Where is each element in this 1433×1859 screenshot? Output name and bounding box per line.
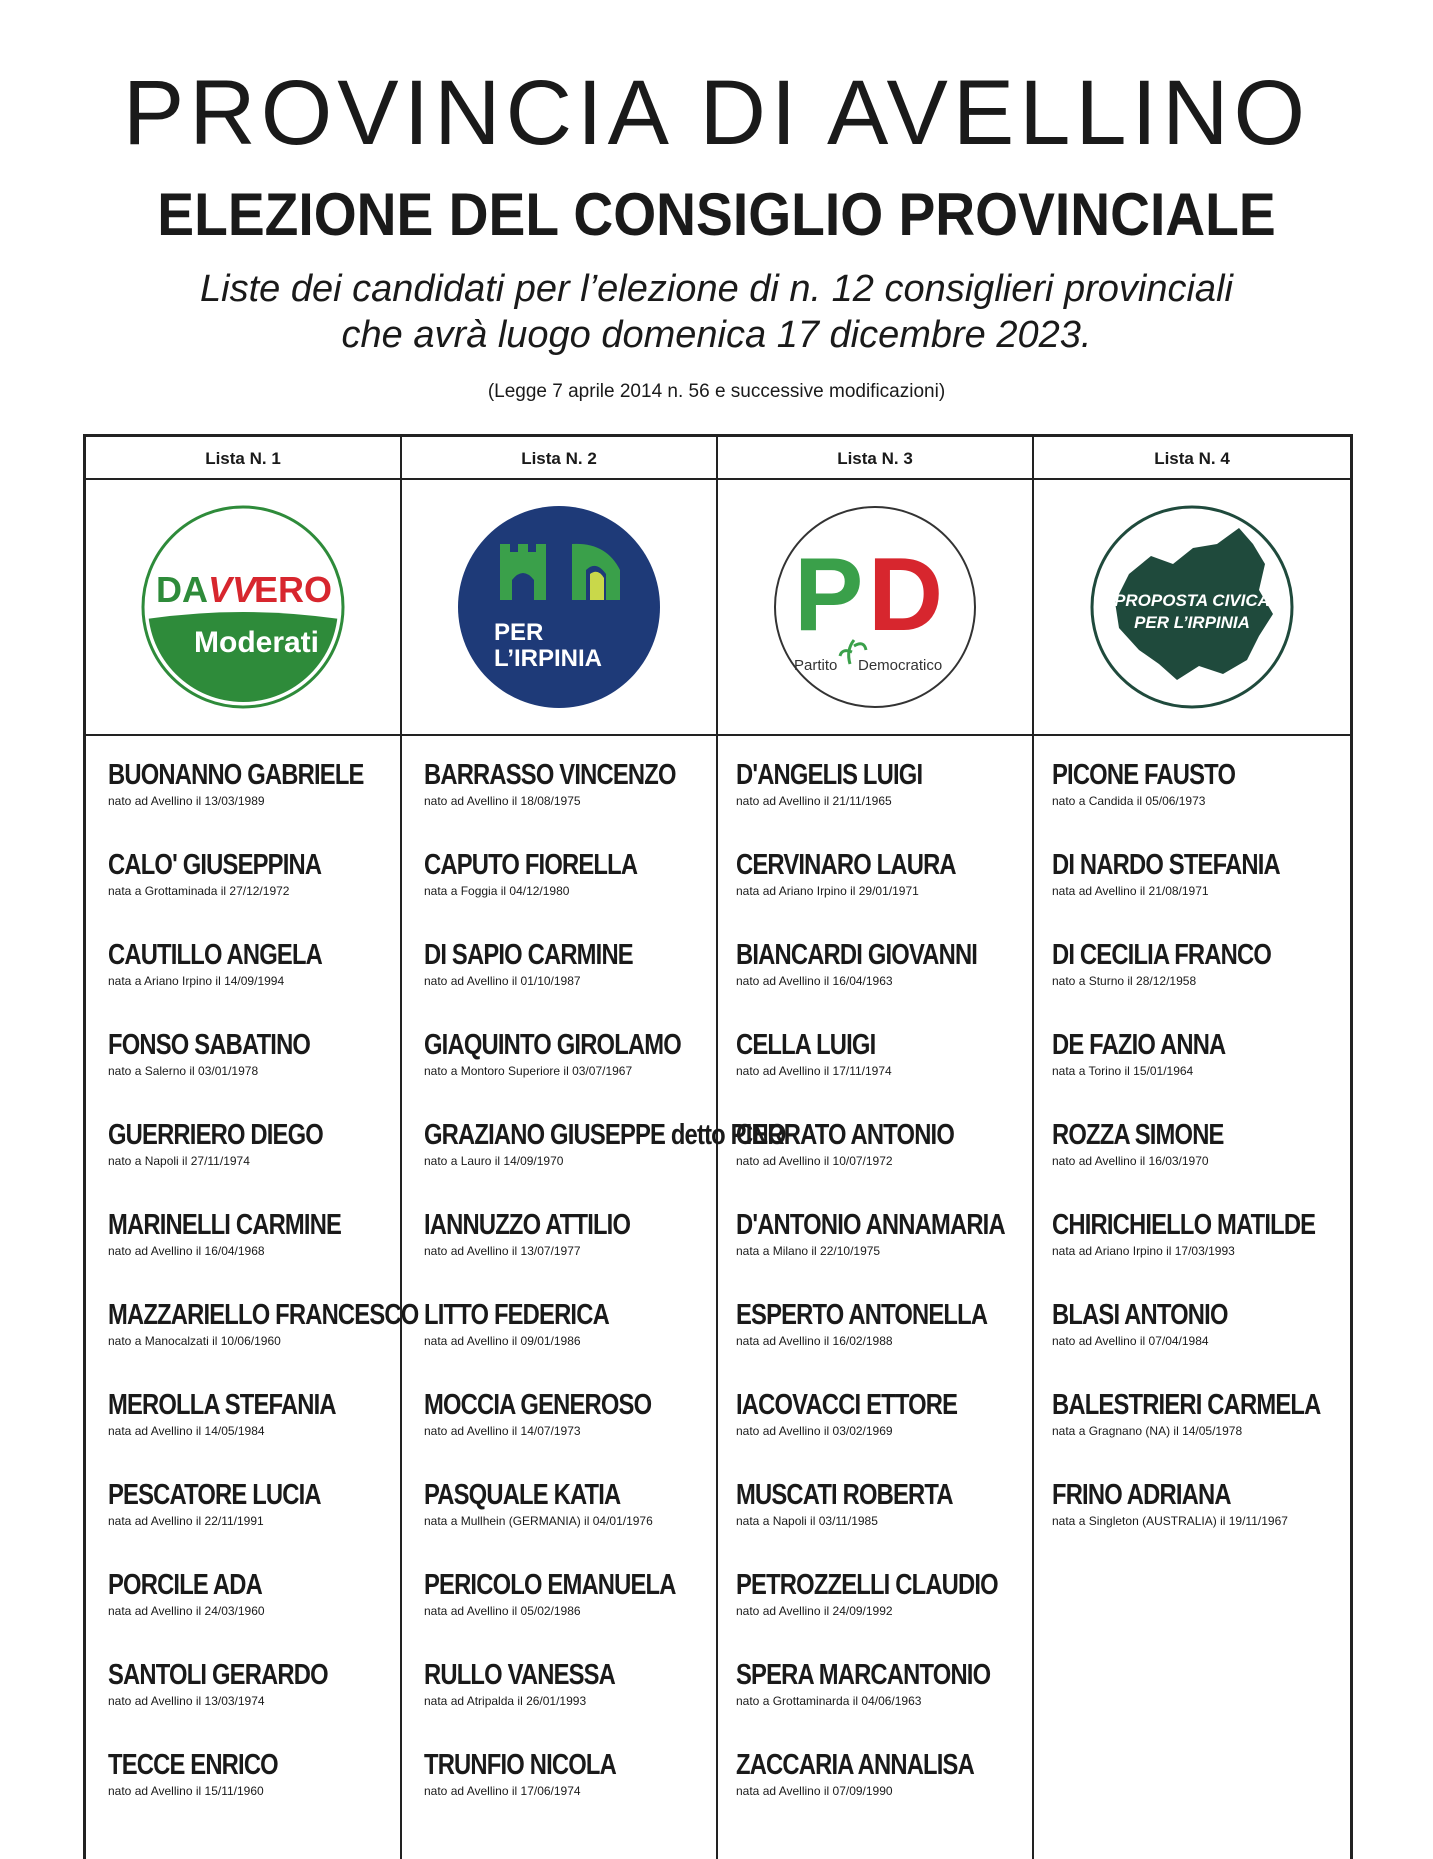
- candidate-name: PESCATORE LUCIA: [108, 1479, 321, 1511]
- candidate-birth: nato a Sturno il 28/12/1958: [1052, 974, 1197, 988]
- law-reference: (Legge 7 aprile 2014 n. 56 e successive modificazioni): [487, 381, 946, 402]
- candidate-entry: [1034, 846, 1350, 936]
- list-column-1: [86, 437, 419, 1859]
- candidate-entry: [402, 1476, 716, 1566]
- candidate-entry: [86, 1566, 400, 1656]
- candidate-birth: nato ad Avellino il 21/11/1965: [736, 794, 892, 808]
- candidate-birth: nato ad Avellino il 13/03/1974: [108, 1694, 265, 1708]
- candidate-entry: [86, 936, 400, 1026]
- candidate-birth: nata a Napoli il 03/11/1985: [736, 1514, 878, 1528]
- candidate-entry: [1034, 1386, 1350, 1476]
- candidate-entry: [718, 1026, 1032, 1116]
- svg-text:D: D: [868, 537, 944, 653]
- candidate-birth: nato a Salerno il 03/01/1978: [108, 1064, 259, 1078]
- logo-cell: [402, 480, 716, 736]
- candidate-lists-table: [83, 434, 1353, 1859]
- candidate-entry: [402, 1296, 716, 1386]
- candidate-entry: [86, 846, 400, 936]
- candidate-entry: [1034, 1296, 1350, 1386]
- list-column-2: [402, 437, 786, 1859]
- candidate-name: FRINO ADRIANA: [1052, 1479, 1231, 1511]
- candidate-name: PORCILE ADA: [108, 1569, 262, 1601]
- candidate-birth: nata ad Avellino il 16/02/1988: [736, 1334, 893, 1348]
- candidate-birth: nato a Lauro il 14/09/1970: [424, 1154, 564, 1168]
- candidate-birth: nata ad Ariano Irpino il 29/01/1971: [736, 884, 919, 898]
- candidate-entry: [86, 1116, 400, 1206]
- candidate-name: PERICOLO EMANUELA: [424, 1569, 676, 1601]
- candidate-birth: nato ad Avellino il 17/06/1974: [424, 1784, 581, 1798]
- svg-text:PER: PER: [494, 619, 544, 646]
- candidate-list: [402, 736, 786, 1836]
- candidate-birth: nato ad Avellino il 24/09/1992: [736, 1604, 893, 1618]
- svg-text:Democratico: Democratico: [858, 657, 943, 674]
- candidate-entry: [402, 1206, 716, 1296]
- candidate-birth: nata ad Avellino il 21/08/1971: [1052, 884, 1209, 898]
- svg-text:ERO: ERO: [254, 569, 333, 610]
- candidate-name: CELLA LUIGI: [736, 1029, 876, 1061]
- svg-text:Moderati: Moderati: [194, 626, 320, 659]
- logo-cell: [1034, 480, 1350, 736]
- candidate-birth: nata a Grottaminada il 27/12/1972: [108, 884, 290, 898]
- candidate-entry: [86, 1476, 400, 1566]
- candidate-name: CAUTILLO ANGELA: [108, 939, 323, 971]
- candidate-name: MUSCATI ROBERTA: [736, 1479, 953, 1511]
- candidate-entry: [402, 1566, 716, 1656]
- candidate-name: TRUNFIO NICOLA: [424, 1749, 616, 1781]
- candidate-entry: [1034, 1026, 1350, 1116]
- candidate-birth: nato a Grottaminarda il 04/06/1963: [736, 1694, 922, 1708]
- candidate-entry: [402, 1116, 786, 1206]
- svg-text:PER L’IRPINIA: PER L’IRPINIA: [1134, 613, 1250, 632]
- candidate-name: ESPERTO ANTONELLA: [736, 1299, 988, 1331]
- candidate-entry: [86, 1296, 419, 1386]
- per-lirpinia-logo: [456, 504, 662, 710]
- candidate-birth: nato ad Avellino il 18/08/1975: [424, 794, 581, 808]
- candidate-birth: nato ad Avellino il 14/07/1973: [424, 1424, 581, 1438]
- candidate-entry: [718, 1656, 1032, 1746]
- candidate-birth: nata ad Avellino il 14/05/1984: [108, 1424, 265, 1438]
- candidate-entry: [402, 1026, 716, 1116]
- candidate-birth: nato ad Avellino il 01/10/1987: [424, 974, 581, 988]
- candidate-birth: nata ad Avellino il 24/03/1960: [108, 1604, 265, 1618]
- candidate-birth: nata a Foggia il 04/12/1980: [424, 884, 570, 898]
- candidate-birth: nato ad Avellino il 13/03/1989: [108, 794, 265, 808]
- candidate-birth: nata ad Avellino il 22/11/1991: [108, 1514, 264, 1528]
- candidate-entry: [718, 1296, 1032, 1386]
- candidate-name: MAZZARIELLO FRANCESCO: [108, 1299, 419, 1331]
- candidate-name: CHIRICHIELLO MATILDE: [1052, 1209, 1316, 1241]
- candidate-birth: nata ad Avellino il 05/02/1986: [424, 1604, 581, 1618]
- candidate-birth: nata a Milano il 22/10/1975: [736, 1244, 881, 1258]
- candidate-name: ZACCARIA ANNALISA: [736, 1749, 974, 1781]
- candidate-birth: nata a Ariano Irpino il 14/09/1994: [108, 974, 285, 988]
- candidate-name: TECCE ENRICO: [108, 1749, 278, 1781]
- description-line-2: che avrà luogo domenica 17 dicembre 2023.: [341, 314, 1092, 356]
- logo-cell: [86, 480, 400, 736]
- candidate-entry: [402, 756, 716, 846]
- svg-text:DA: DA: [156, 569, 208, 610]
- candidate-entry: [86, 1386, 400, 1476]
- list-column-4: [1034, 437, 1350, 1859]
- candidate-entry: [1034, 756, 1350, 846]
- candidate-birth: nata a Gragnano (NA) il 14/05/1978: [1052, 1424, 1243, 1438]
- davvero-moderati-logo: [140, 504, 346, 710]
- candidate-name: DI CECILIA FRANCO: [1052, 939, 1272, 971]
- candidate-birth: nato ad Avellino il 03/02/1969: [736, 1424, 893, 1438]
- candidate-name: DI SAPIO CARMINE: [424, 939, 633, 971]
- candidate-name: BARRASSO VINCENZO: [424, 759, 676, 791]
- candidate-birth: nato ad Avellino il 10/07/1972: [736, 1154, 893, 1168]
- list-header: Lista N. 3: [718, 437, 1032, 480]
- candidate-birth: nata a Torino il 15/01/1964: [1052, 1064, 1194, 1078]
- candidate-entry: [402, 846, 716, 936]
- candidate-entry: [718, 846, 1032, 936]
- candidate-entry: [718, 1116, 1032, 1206]
- candidate-birth: nata ad Avellino il 07/09/1990: [736, 1784, 893, 1798]
- partito-democratico-logo: [772, 504, 978, 710]
- candidate-birth: nata a Singleton (AUSTRALIA) il 19/11/1967: [1052, 1514, 1288, 1528]
- candidate-birth: nato ad Avellino il 16/04/1968: [108, 1244, 265, 1258]
- candidate-name: MARINELLI CARMINE: [108, 1209, 342, 1241]
- list-header: Lista N. 4: [1034, 437, 1350, 480]
- candidate-entry: [1034, 936, 1350, 1026]
- candidate-birth: nata ad Ariano Irpino il 17/03/1993: [1052, 1244, 1235, 1258]
- candidate-name: PETROZZELLI CLAUDIO: [736, 1569, 998, 1601]
- candidate-birth: nato a Napoli il 27/11/1974: [108, 1154, 250, 1168]
- candidate-entry: [86, 756, 400, 846]
- candidate-birth: nato ad Avellino il 16/03/1970: [1052, 1154, 1209, 1168]
- list-header: Lista N. 1: [86, 437, 400, 480]
- candidate-birth: nato ad Avellino il 16/04/1963: [736, 974, 893, 988]
- description: [0, 266, 1433, 358]
- candidate-name: CERRATO ANTONIO: [736, 1119, 955, 1151]
- candidate-birth: nato a Candida il 05/06/1973: [1052, 794, 1206, 808]
- candidate-name: BLASI ANTONIO: [1052, 1299, 1228, 1331]
- candidate-name: SANTOLI GERARDO: [108, 1659, 328, 1691]
- candidate-entry: [718, 1566, 1032, 1656]
- candidate-birth: nato a Montoro Superiore il 03/07/1967: [424, 1064, 633, 1078]
- candidate-entry: [86, 1206, 400, 1296]
- candidate-name: PICONE FAUSTO: [1052, 759, 1236, 791]
- list-column-3: [718, 437, 1034, 1859]
- candidate-name: MOCCIA GENEROSO: [424, 1389, 652, 1421]
- candidate-entry: [402, 1386, 716, 1476]
- svg-text:VV: VV: [208, 569, 257, 610]
- candidate-name: SPERA MARCANTONIO: [736, 1659, 991, 1691]
- candidate-list: [1034, 736, 1350, 1566]
- svg-text:P: P: [794, 537, 864, 653]
- candidate-name: BIANCARDI GIOVANNI: [736, 939, 978, 971]
- candidate-birth: nata a Mullhein (GERMANIA) il 04/01/1976: [424, 1514, 653, 1528]
- candidate-name: ROZZA SIMONE: [1052, 1119, 1224, 1151]
- svg-text:PROPOSTA CIVICA: PROPOSTA CIVICA: [1114, 591, 1270, 610]
- candidate-entry: [1034, 1116, 1350, 1206]
- logo-cell: [718, 480, 1032, 736]
- candidate-birth: nato ad Avellino il 13/07/1977: [424, 1244, 581, 1258]
- candidate-entry: [402, 1656, 716, 1746]
- candidate-entry: [718, 756, 1032, 846]
- candidate-entry: [402, 936, 716, 1026]
- proposta-civica-logo: [1089, 504, 1295, 710]
- list-header: Lista N. 2: [402, 437, 716, 480]
- candidate-entry: [86, 1656, 400, 1746]
- page-title: PROVINCIA DI AVELLINO: [122, 62, 1311, 164]
- candidate-entry: [718, 1746, 1032, 1836]
- candidate-name: LITTO FEDERICA: [424, 1299, 609, 1331]
- candidate-list: [86, 736, 419, 1836]
- svg-text:L’IRPINIA: L’IRPINIA: [494, 645, 603, 672]
- candidate-name: DI NARDO STEFANIA: [1052, 849, 1280, 881]
- candidate-birth: nato ad Avellino il 17/11/1974: [736, 1064, 892, 1078]
- candidate-entry: [1034, 1476, 1350, 1566]
- candidate-birth: nato a Manocalzati il 10/06/1960: [108, 1334, 281, 1348]
- candidate-entry: [86, 1026, 400, 1116]
- description-line-1: Liste dei candidati per l’elezione di n. 12 consiglieri provinciali: [200, 268, 1233, 310]
- candidate-entry: [718, 1206, 1032, 1296]
- candidate-name: PASQUALE KATIA: [424, 1479, 621, 1511]
- candidate-name: CERVINARO LAURA: [736, 849, 956, 881]
- candidate-name: DE FAZIO ANNA: [1052, 1029, 1226, 1061]
- candidate-name: GUERRIERO DIEGO: [108, 1119, 323, 1151]
- candidate-name: IANNUZZO ATTILIO: [424, 1209, 631, 1241]
- candidate-birth: nato ad Avellino il 15/11/1960: [108, 1784, 264, 1798]
- candidate-name: IACOVACCI ETTORE: [736, 1389, 958, 1421]
- candidate-name: RULLO VANESSA: [424, 1659, 616, 1691]
- candidate-entry: [718, 936, 1032, 1026]
- candidate-birth: nato ad Avellino il 07/04/1984: [1052, 1334, 1209, 1348]
- candidate-entry: [718, 1476, 1032, 1566]
- candidate-name: BALESTRIERI CARMELA: [1052, 1389, 1321, 1421]
- candidate-name: FONSO SABATINO: [108, 1029, 311, 1061]
- svg-text:Partito: Partito: [794, 657, 838, 674]
- candidate-birth: nata ad Atripalda il 26/01/1993: [424, 1694, 587, 1708]
- candidate-name: D'ANGELIS LUIGI: [736, 759, 923, 791]
- candidate-entry: [1034, 1206, 1350, 1296]
- candidate-name: MEROLLA STEFANIA: [108, 1389, 336, 1421]
- candidate-name: CALO' GIUSEPPINA: [108, 849, 322, 881]
- candidate-birth: nata ad Avellino il 09/01/1986: [424, 1334, 581, 1348]
- candidate-name: D'ANTONIO ANNAMARIA: [736, 1209, 1005, 1241]
- candidate-name: GIAQUINTO GIROLAMO: [424, 1029, 681, 1061]
- candidate-entry: [402, 1746, 716, 1836]
- candidate-list: [718, 736, 1032, 1836]
- candidate-name: BUONANNO GABRIELE: [108, 759, 364, 791]
- candidate-name: CAPUTO FIORELLA: [424, 849, 638, 881]
- candidate-entry: [86, 1746, 400, 1836]
- candidate-entry: [718, 1386, 1032, 1476]
- page-subtitle: ELEZIONE DEL CONSIGLIO PROVINCIALE: [157, 181, 1276, 248]
- candidate-name: GRAZIANO GIUSEPPE detto PINO: [424, 1119, 786, 1151]
